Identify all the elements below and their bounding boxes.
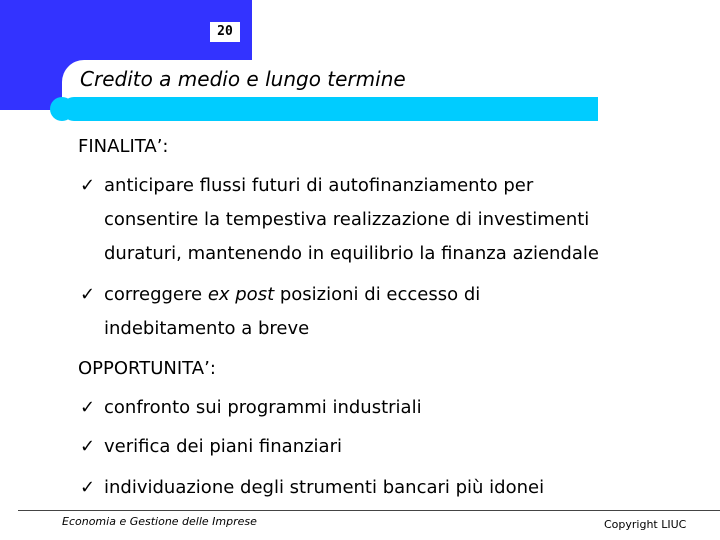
- page-number: 20: [210, 22, 240, 42]
- finalita-bullet-2-line-1: [104, 284, 480, 305]
- slide-title: Credito a medio e lungo termine: [80, 67, 406, 91]
- finalita-heading: FINALITA’:: [78, 136, 169, 157]
- check-icon: ✓: [80, 175, 96, 196]
- finalita-bullet-1-line-2: consentire la tempestiva realizzazione di investimenti: [104, 209, 590, 230]
- footer-copyright: Copyright LIUC: [604, 518, 687, 531]
- check-icon: ✓: [80, 397, 96, 418]
- bullet-text: correggere: [104, 284, 208, 305]
- footer-divider: [18, 510, 720, 511]
- opportunita-bullet-1: confronto sui programmi industriali: [104, 397, 422, 418]
- check-icon: ✓: [80, 284, 96, 305]
- finalita-bullet-1-line-3: duraturi, mantenendo in equilibrio la finanza aziendale: [104, 243, 599, 264]
- footer-course-name: Economia e Gestione delle Imprese: [62, 515, 257, 528]
- opportunita-heading: OPPORTUNITA’:: [78, 358, 216, 379]
- bullet-italic-text: ex post: [207, 284, 275, 305]
- check-icon: ✓: [80, 436, 96, 457]
- check-icon: ✓: [80, 477, 96, 498]
- bullet-text: posizioni di eccesso di: [274, 284, 481, 305]
- opportunita-bullet-3: individuazione degli strumenti bancari più idonei: [104, 477, 545, 498]
- opportunita-bullet-2: verifica dei piani finanziari: [104, 436, 342, 457]
- finalita-bullet-2-line-2: indebitamento a breve: [104, 318, 310, 339]
- finalita-bullet-1-line-1: anticipare flussi futuri di autofinanziamento per: [104, 175, 534, 196]
